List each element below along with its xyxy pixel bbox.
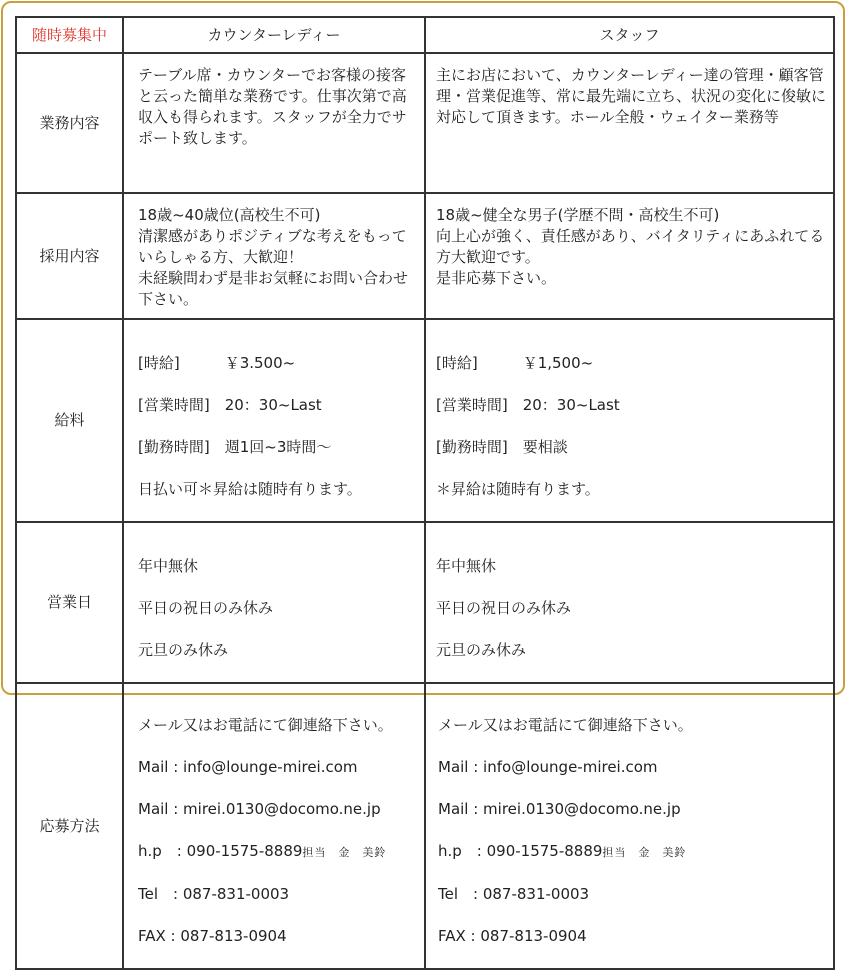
apply-counter-fax: FAX : 087-813-0904 bbox=[138, 927, 287, 945]
apply-counter-mail-1[interactable]: Mail : info@lounge-mirei.com bbox=[138, 758, 358, 776]
apply-counter-cell bbox=[123, 683, 425, 969]
salary-counter-hours: [営業時間] 20：30~Last bbox=[138, 396, 322, 414]
apply-counter-mail-2[interactable]: Mail : mirei.0130@docomo.ne.jp bbox=[138, 800, 381, 818]
apply-staff-mail-2[interactable]: Mail : mirei.0130@docomo.ne.jp bbox=[438, 800, 681, 818]
header-row bbox=[16, 17, 834, 53]
salary-staff-cell bbox=[425, 319, 834, 522]
requirements-counter-text: 18歳~40歳位(高校生不可) 清潔感がありポジティブな考えをもっていらしゃる方、大歓迎！ 未経験問わず是非お気軽にお問い合わせ下さい。 bbox=[138, 206, 409, 308]
salary-staff-hours: [営業時間] 20：30~Last bbox=[436, 396, 620, 414]
row-label-duties: 業務内容 bbox=[16, 53, 123, 193]
business-days-staff-line: 平日の祝日のみ休み bbox=[436, 599, 572, 617]
row-salary bbox=[16, 319, 834, 522]
row-label-requirements: 採用内容 bbox=[16, 193, 123, 319]
row-label-how-to-apply: 応募方法 bbox=[16, 683, 123, 969]
hiring-now-label: 随時募集中 bbox=[16, 17, 123, 53]
business-days-staff-line: 年中無休 bbox=[436, 557, 497, 575]
business-days-counter-line: 年中無休 bbox=[138, 557, 199, 575]
apply-staff-cell bbox=[425, 683, 834, 969]
apply-staff-phone[interactable]: h.p : 090-1575-8889 bbox=[438, 842, 603, 860]
duties-staff-cell bbox=[425, 53, 834, 193]
recruitment-table bbox=[15, 16, 835, 970]
salary-staff-hourly: [時給] ￥1,500~ bbox=[436, 354, 594, 372]
duties-staff-text: 主にお店において、カウンターレディー達の管理・顧客管理・営業促進等、常に最先端に立ち、状況の変化に俊敏に対応して頂きます。ホール全般・ウェイター業務等 bbox=[436, 66, 827, 126]
business-days-staff-cell bbox=[425, 522, 834, 683]
salary-counter-hourly: [時給] ￥3.500~ bbox=[138, 354, 296, 372]
row-business-days bbox=[16, 522, 834, 683]
apply-staff-tel[interactable]: Tel : 087-831-0003 bbox=[438, 885, 590, 903]
requirements-staff-text: 18歳~健全な男子(学歴不問・高校生不可) 向上心が強く、責任感があり、バイタリティにあふれてる方大歓迎です。 是非応募下さい。 bbox=[436, 206, 825, 287]
apply-counter-intro: メール又はお電話にて御連絡下さい。 bbox=[138, 716, 393, 734]
row-duties bbox=[16, 53, 834, 193]
row-how-to-apply bbox=[16, 683, 834, 969]
salary-staff-note: ＊昇給は随時有ります。 bbox=[436, 480, 600, 498]
salary-counter-cell bbox=[123, 319, 425, 522]
requirements-staff-cell bbox=[425, 193, 834, 319]
apply-counter-tel[interactable]: Tel : 087-831-0003 bbox=[138, 885, 290, 903]
column-header-staff: スタッフ bbox=[425, 17, 834, 53]
apply-counter-contact-person: 担当 金 美鈴 bbox=[302, 846, 387, 859]
apply-counter-phone[interactable]: h.p : 090-1575-8889 bbox=[138, 842, 303, 860]
business-days-staff-line: 元旦のみ休み bbox=[436, 641, 527, 659]
apply-staff-fax: FAX : 087-813-0904 bbox=[438, 927, 587, 945]
business-days-counter-cell bbox=[123, 522, 425, 683]
row-label-business-days: 営業日 bbox=[16, 522, 123, 683]
duties-counter-cell bbox=[123, 53, 425, 193]
apply-staff-contact-person: 担当 金 美鈴 bbox=[602, 846, 687, 859]
column-header-counter-lady: カウンターレディー bbox=[123, 17, 425, 53]
apply-staff-mail-1[interactable]: Mail : info@lounge-mirei.com bbox=[438, 758, 658, 776]
requirements-counter-cell bbox=[123, 193, 425, 319]
row-label-salary: 給料 bbox=[16, 319, 123, 522]
salary-counter-shift: [勤務時間] 週1回~3時間～ bbox=[138, 438, 332, 456]
duties-counter-text: テーブル席・カウンターでお客様の接客と云った簡単な業務です。仕事次第で高収入も得られます。スタッフが全力でサポート致します。 bbox=[138, 66, 407, 147]
row-requirements bbox=[16, 193, 834, 319]
business-days-counter-line: 元旦のみ休み bbox=[138, 641, 229, 659]
salary-staff-shift: [勤務時間] 要相談 bbox=[436, 438, 568, 456]
business-days-counter-line: 平日の祝日のみ休み bbox=[138, 599, 274, 617]
salary-counter-note: 日払い可＊昇給は随時有ります。 bbox=[138, 480, 362, 498]
apply-staff-intro: メール又はお電話にて御連絡下さい。 bbox=[438, 716, 693, 734]
